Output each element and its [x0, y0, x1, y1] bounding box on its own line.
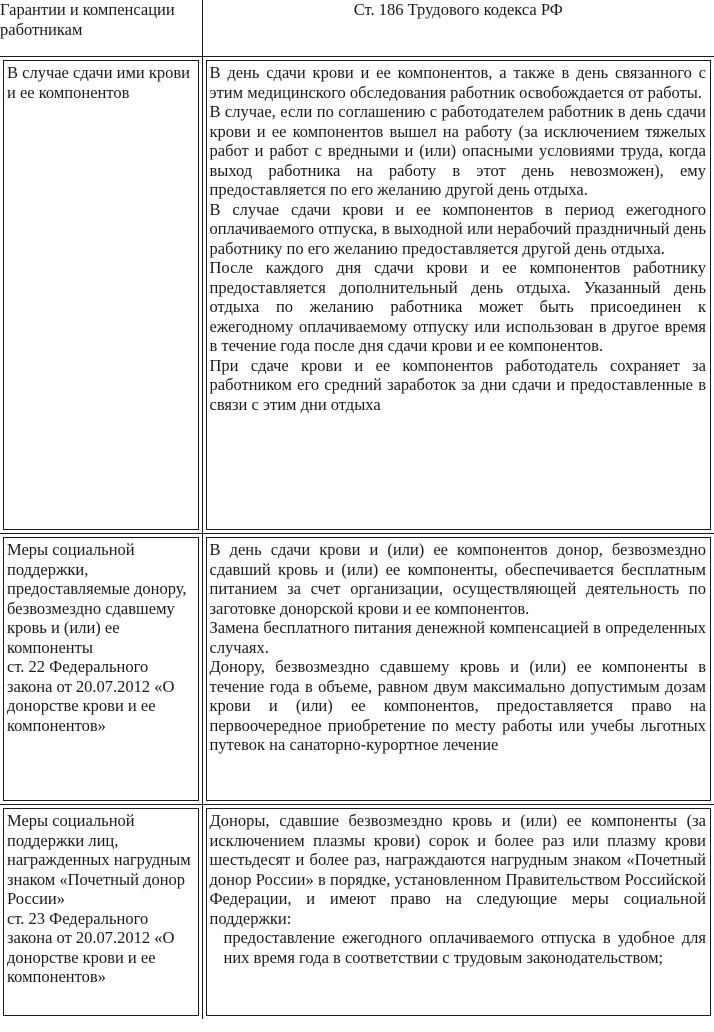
row-2-paragraph-1: В день сдачи крови и (или) ее компонентов донор, безвозмездно сдавший кровь и (или) ее компоненты, обеспечивается бесплатным питанием за счет организации, осуществляющей деятельность по заготовке донорской крови и ее компонентов.	[209, 540, 706, 618]
row-1-content-box	[206, 60, 712, 530]
header-article	[202, 0, 714, 57]
table-row	[0, 57, 714, 534]
row-1-label-cell	[0, 57, 202, 534]
row-3-content-cell	[202, 805, 714, 1020]
row-2-label-cell	[0, 534, 202, 805]
row-1-paragraph-5: При сдаче крови и ее компонентов работодатель сохраняет за работником его средний заработок за дни сдачи и предоставленные в связи с этим дни отдыха	[209, 355, 706, 414]
row-2-content-box	[206, 537, 712, 801]
row-3-label-cell	[0, 805, 202, 1020]
row-1-paragraph-1: В день сдачи крови и ее компонентов, а также в день связанного с этим медицинского обследования работник освобождается от работы.	[209, 63, 706, 102]
row-1-content-cell	[202, 57, 714, 534]
row-1-label-box	[3, 60, 199, 530]
row-2-content-cell	[202, 534, 714, 805]
row-2-paragraph-3: Донору, безвозмездно сдавшему кровь и (или) ее компоненты в течение года в объеме, равном двум максимально допустимым дозам крови и (или) ее компонентов, предоставляется право на первоочередное приобретение по месту работы или учебы льготных путевок на санаторно-курортное лечение	[209, 657, 706, 754]
header-guarantees	[0, 0, 202, 57]
row-1-paragraph-3: В случае сдачи крови и ее компонентов в период ежегодного оплачиваемого отпуска, в выходной или нерабочий праздничный день работнику по его желанию предоставляется другой день отдыха.	[209, 199, 706, 258]
row-2-label-box	[3, 537, 199, 801]
row-1-paragraph-2: В случае, если по соглашению с работодателем работник в день сдачи крови и ее компонентов вышел на работу (за исключением тяжелых работ и работ с вредными и (или) опасными условиями труда, когда выход работника на работу в этот день невозможен), ему предоставляется по его желанию другой день отдыха.	[209, 102, 706, 199]
row-3-list-item-1: предоставление ежегодного оплачиваемого отпуска в удобное для них время года в соответствии с трудовым законодательством;	[223, 928, 706, 967]
table-row	[0, 805, 714, 1020]
row-3-paragraph-1: Доноры, сдавшие безвозмездно кровь и (или) ее компоненты (за исключением плазмы крови) сорок и более раз или плазму крови шестьдесят и более раз, награждаются нагрудным знаком «Почетный донор России» в порядке, установленном Правительством Российской Федерации, и имеют право на следующие меры социальной поддержки:	[209, 811, 706, 928]
row-3-reference: ст. 23 Федерального закона от 20.07.2012 «О донорстве крови и ее компонентов»	[7, 908, 175, 986]
row-3-label-box	[3, 808, 199, 1016]
row-2-label: Меры социальной поддержки, предоставляемые донору, безвозмездно сдавшему кровь и (или) ее компоненты	[7, 540, 187, 657]
header-right-text: Ст. 186 Трудового кодекса РФ	[353, 0, 563, 19]
row-3-content-box	[206, 808, 712, 1016]
row-2-paragraph-2: Замена бесплатного питания денежной компенсацией в определенных случаях.	[209, 618, 706, 657]
table-header-row	[0, 0, 714, 57]
row-1-label: В случае сдачи ими крови и ее компонентов	[7, 63, 191, 102]
table-row	[0, 534, 714, 805]
row-1-paragraph-4: После каждого дня сдачи крови и ее компонентов работнику предоставляется дополнительный день отдыха. Указанный день отдыха по желанию работника может быть присоединен к ежегодному оплачиваемому отпуску или использован в другое время в течение года после дня сдачи крови и ее компонентов.	[209, 258, 706, 355]
row-2-reference: ст. 22 Федерального закона от 20.07.2012 «О донорстве крови и ее компонентов»	[7, 657, 175, 735]
row-3-label: Меры социальной поддержки лиц, награжденных нагрудным знаком «Почетный донор России»	[7, 811, 191, 908]
header-left-text: Гарантии и компенсации работникам	[0, 0, 175, 39]
